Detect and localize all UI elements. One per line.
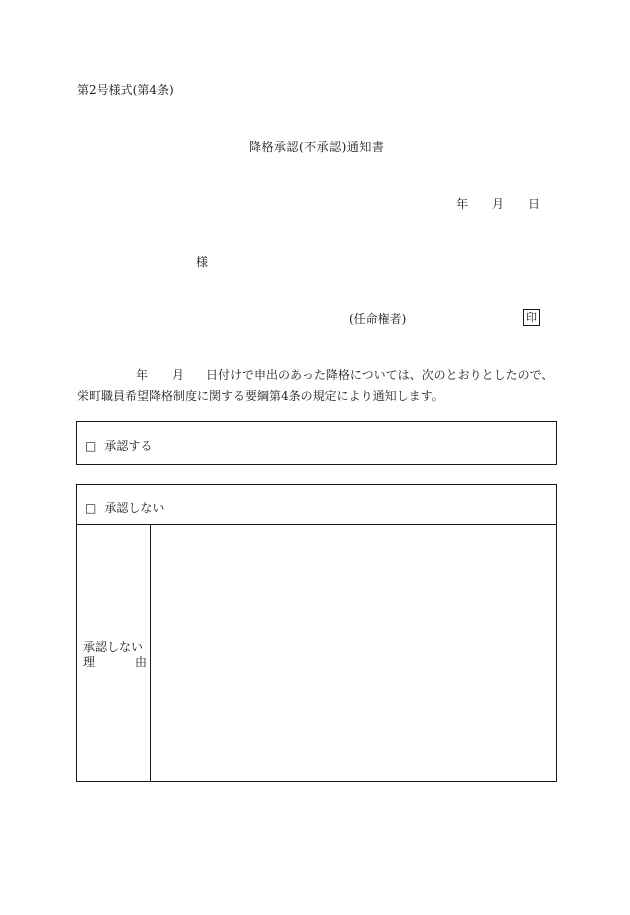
date-day: 日 [528, 197, 541, 211]
form-number: 第2号様式(第4条) [77, 83, 174, 97]
reason-label-line2 [83, 655, 147, 670]
body-month: 月 [172, 368, 185, 382]
addressee-suffix: 様 [196, 255, 209, 269]
reject-label: 承認しない [104, 501, 165, 515]
date-month: 月 [492, 197, 505, 211]
notice-body-line1 [77, 365, 557, 386]
reason-label-char1: 理 [83, 655, 96, 669]
reject-option-box [76, 484, 557, 782]
reason-text-area[interactable] [151, 525, 556, 781]
notice-body-line2: 栄町職員希望降格制度に関する要綱第4条の規定により通知します。 [77, 389, 444, 403]
approve-option-box [76, 421, 557, 465]
approve-option[interactable] [85, 437, 152, 454]
authority-label: (任命権者) [349, 312, 407, 326]
body-year: 年 [136, 368, 149, 382]
body-line1-rest: 日付けで申出のあった降格については、次のとおりとしたので、 [206, 368, 554, 382]
seal-mark: 印 [523, 309, 540, 326]
date-line [456, 198, 540, 210]
notice-body [77, 365, 557, 407]
reason-label [83, 640, 147, 670]
document-title: 降格承認(不承認)通知書 [249, 140, 385, 154]
date-year: 年 [456, 197, 469, 211]
approve-checkbox[interactable]: □ [85, 439, 97, 453]
reason-label-char2: 由 [134, 655, 147, 669]
reason-label-line1: 承認しない [83, 640, 144, 654]
reject-option[interactable] [85, 499, 164, 516]
reject-checkbox[interactable]: □ [85, 501, 97, 515]
approve-label: 承認する [104, 439, 153, 453]
